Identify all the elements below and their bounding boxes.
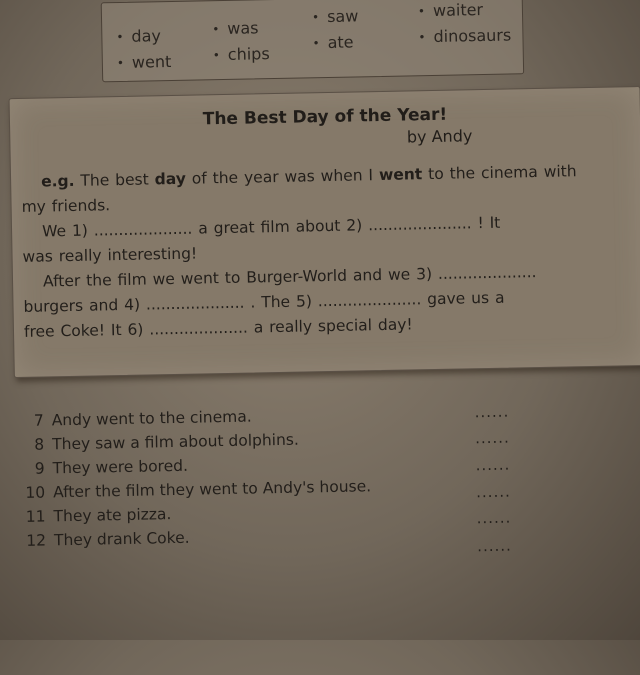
word-dinosaurs: • dinosaurs — [418, 25, 511, 46]
word-day: • day — [116, 26, 161, 46]
statement-9: 9 They were bored. — [34, 456, 189, 478]
story-line-3: We 1) .................... a great film about 2) ..................... ! It — [41, 213, 501, 241]
word-box — [101, 0, 524, 82]
word-was: • was — [212, 18, 259, 38]
story-line-2: my friends. — [21, 196, 111, 216]
answer-blank-9: ...... — [475, 455, 511, 475]
answer-blank-11: ...... — [476, 508, 512, 528]
word-ate: • ate — [312, 32, 353, 52]
statement-7: 7 Andy went to the cinema. — [33, 407, 252, 430]
story-title: The Best Day of the Year! — [202, 104, 448, 130]
answer-blank-7: ...... — [474, 402, 510, 422]
story-line-5: After the film we went to Burger-World and we 3) .................... — [42, 263, 537, 291]
statement-12: 12 They drank Coke. — [26, 528, 190, 550]
word-chips: • chips — [213, 44, 270, 64]
word-waiter: • waiter — [418, 0, 483, 20]
story-box — [9, 86, 640, 378]
word-went: • went — [117, 52, 172, 72]
story-line-6: burgers and 4) .................... . The 5) ..................... gave us a — [23, 288, 505, 316]
story-line-example: e.g. The best day of the year was when I went to the cinema with — [40, 162, 577, 191]
word-saw: • saw — [312, 6, 359, 26]
answer-blank-12: ...... — [477, 536, 512, 556]
answer-blank-10: ...... — [476, 482, 511, 502]
statement-10: 10 After the film they went to Andy's house. — [25, 477, 372, 502]
statement-11: 11 They ate pizza. — [25, 505, 172, 526]
story-line-4: was really interesting! — [22, 244, 198, 266]
statement-8: 8 They saw a film about dolphins. — [34, 430, 300, 454]
answer-blank-8: ...... — [474, 428, 510, 448]
story-author: by Andy — [406, 126, 473, 147]
story-line-7: free Coke! It 6) .................... a really special day! — [23, 315, 413, 341]
